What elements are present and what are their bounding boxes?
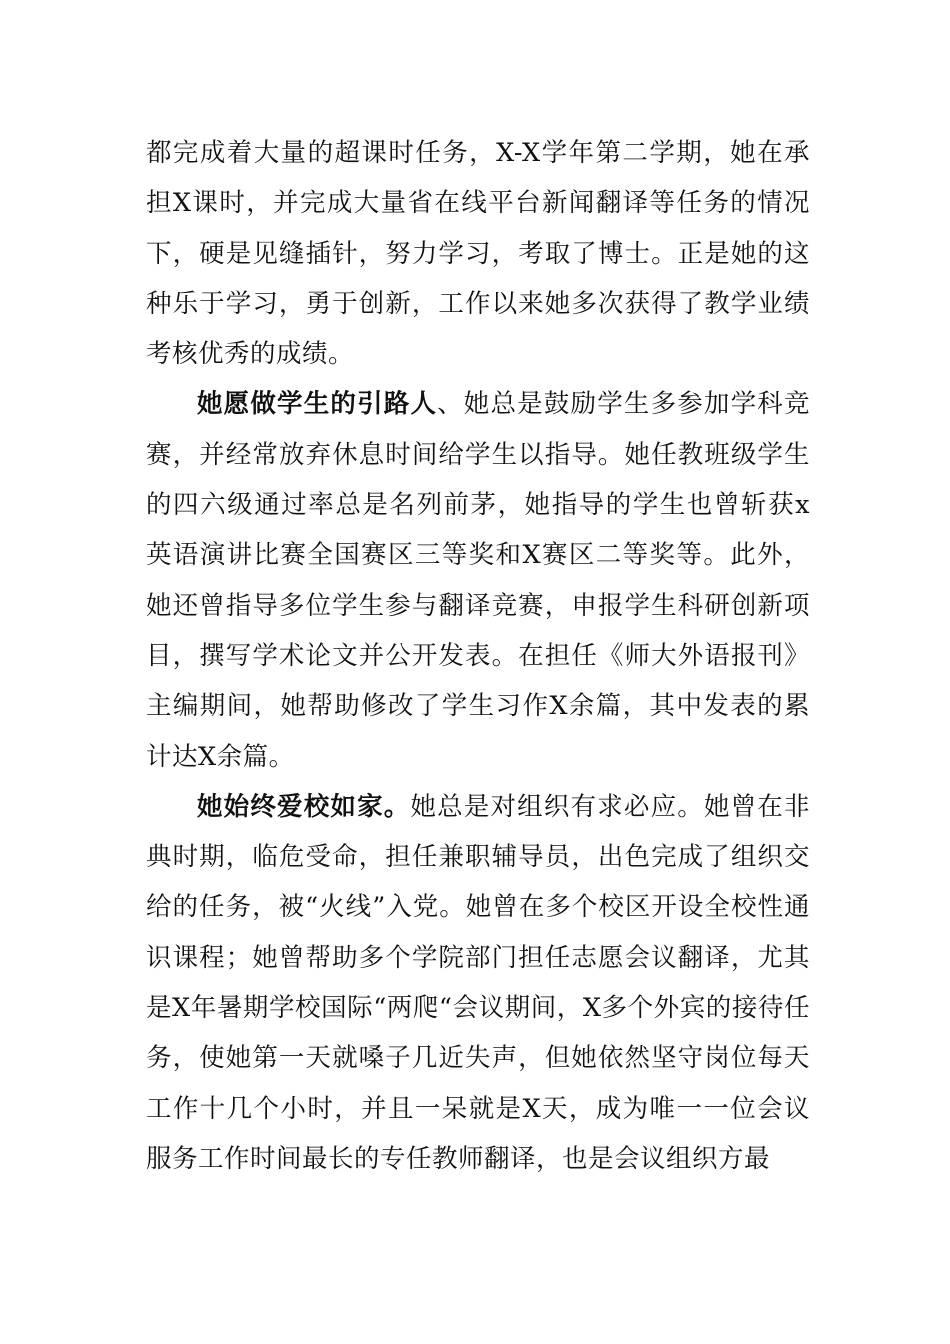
paragraph-1-text: 都完成着大量的超课时任务，X-X学年第二学期，她在承担X课时，并完成大量省在线平台新闻翻译等任务的情况下，硬是见缝插针，努力学习，考取了博士。正是她的这种乐于学习，勇于创新，工作以来她多次获得了教学业绩考核优秀的成绩。 xyxy=(146,138,810,370)
paragraph-1 xyxy=(146,128,810,379)
paragraph-2-lead: 她愿做学生的引路人 xyxy=(197,389,438,420)
paragraph-3-text: 她总是对组织有求必应。她曾在非典时期，临危受命，担任兼职辅导员，出色完成了组织交给的任务，被“火线”入党。她曾在多个校区开设全校性通识课程；她曾帮助多个学院部门担任志愿会议翻译，尤其是X年暑期学校国际“两爬“会议期间，X多个外宾的接待任务，使她第一天就嗓子几近失声，但她依然坚守岗位每天工作十几个小时，并且一呆就是X天，成为唯一一位会议服务工作时间最长的专任教师翻译，也是会议组织方最 xyxy=(146,791,810,1174)
document-body xyxy=(146,128,810,1184)
paragraph-3-lead: 她始终爱校如家。 xyxy=(197,791,411,822)
paragraph-2 xyxy=(146,379,810,781)
paragraph-3 xyxy=(146,782,810,1184)
paragraph-2-text: 、她总是鼓励学生多参加学科竞赛，并经常放弃休息时间给学生以指导。她任教班级学生的四六级通过率总是名列前茅，她指导的学生也曾斩获x英语演讲比赛全国赛区三等奖和X赛区二等奖等。此外，她还曾指导多位学生参与翻译竞赛，申报学生科研创新项目，撰写学术论文并公开发表。在担任《师大外语报刊》主编期间，她帮助修改了学生习作X余篇，其中发表的累计达X余篇。 xyxy=(146,389,810,772)
